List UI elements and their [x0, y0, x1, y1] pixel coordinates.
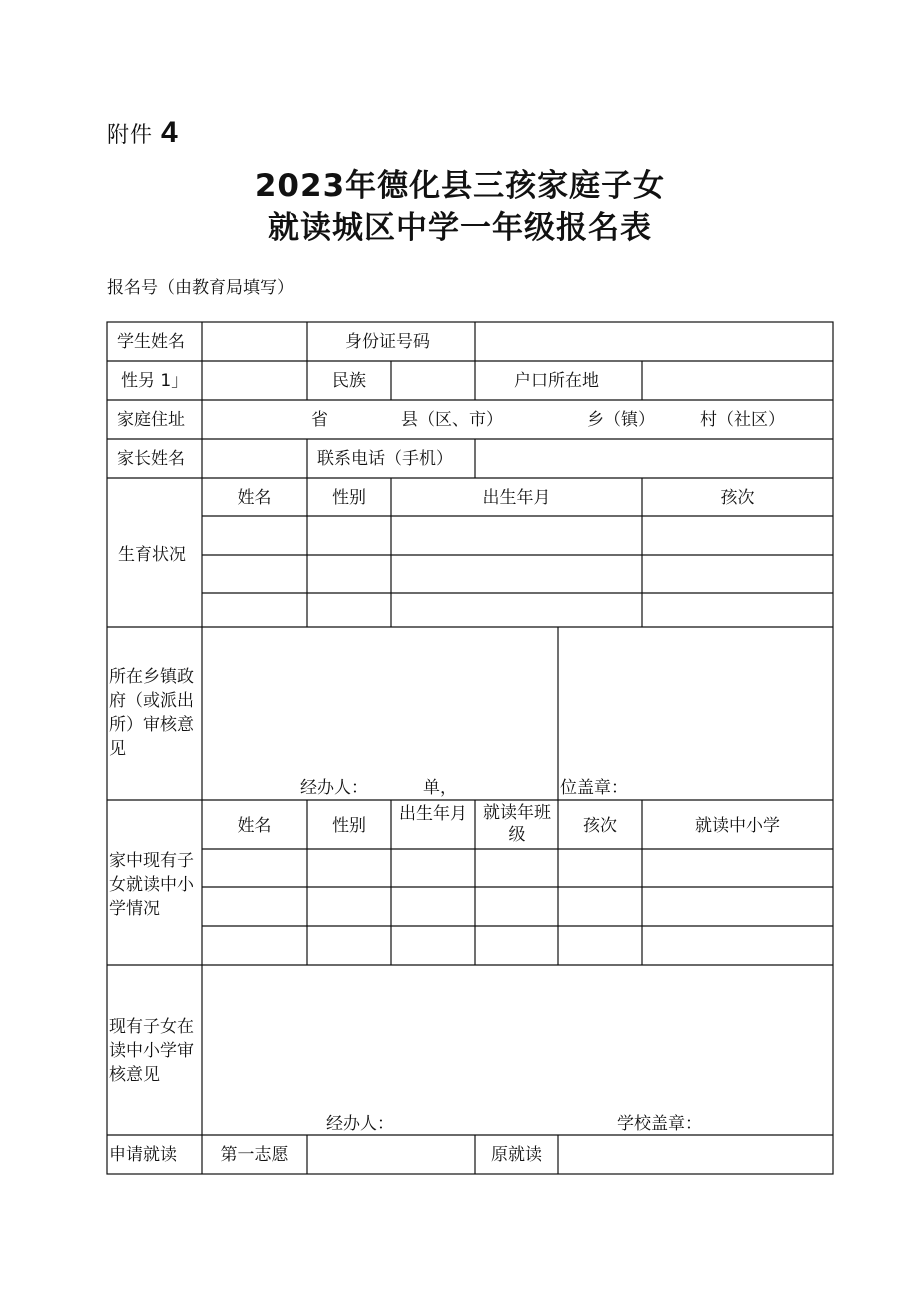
address-town: 乡（镇） — [587, 410, 655, 430]
address-county: 县（区、市） — [401, 410, 503, 430]
school-header-order: 孩次 — [583, 816, 617, 836]
student-name-field[interactable] — [203, 323, 306, 360]
attachment-label: 附件 4 — [107, 116, 179, 149]
phone-field[interactable] — [476, 440, 832, 477]
form-title-line2: 就读城区中学一年级报名表 — [268, 210, 652, 246]
children-school-label: 家中现有子女就读中小学情况 — [109, 851, 194, 919]
parent-name-field[interactable] — [203, 440, 306, 477]
school-review-seal: 学校盖章： — [617, 1114, 702, 1134]
parent-name-label: 家长姓名 — [117, 449, 185, 469]
apply-label: 申请就读 — [109, 1145, 177, 1165]
town-review-seal: 位盖章： — [560, 778, 628, 798]
birth-header-gender: 性别 — [332, 488, 366, 508]
school-header-birthdate: 出生年月 — [399, 804, 467, 824]
school-review-label: 现有子女在读中小学审核意见 — [109, 1017, 194, 1085]
id-number-label: 身份证号码 — [345, 332, 430, 352]
school-review-handler: 经办人： — [326, 1114, 394, 1134]
original-school-field[interactable] — [559, 1136, 832, 1173]
town-review-handler: 经办人： — [300, 778, 368, 798]
school-header-gender: 性别 — [332, 816, 366, 836]
school-header-grade-class: 就读年班级 — [483, 803, 551, 845]
gender-field[interactable] — [203, 362, 306, 399]
ethnicity-label: 民族 — [332, 371, 366, 391]
phone-label: 联系电话（手机） — [317, 449, 453, 469]
school-header-name: 姓名 — [237, 816, 272, 836]
attachment-number: 4 — [161, 116, 179, 149]
town-review-unit: 单， — [423, 778, 457, 798]
town-review-label: 所在乡镇政府（或派出所）审核意见 — [109, 667, 194, 759]
ethnicity-field[interactable] — [392, 362, 474, 399]
registration-number-note: 报名号（由教育局填写） — [107, 278, 294, 298]
student-name-label: 学生姓名 — [117, 332, 185, 352]
form-title-line1: 2023年德化县三孩家庭子女 — [254, 168, 666, 204]
address-village: 村（社区） — [700, 410, 785, 430]
id-number-field[interactable] — [476, 323, 832, 360]
first-choice-field[interactable] — [308, 1136, 474, 1173]
gender-label: 性另 1」 — [121, 371, 189, 391]
school-header-school: 就读中小学 — [695, 816, 780, 836]
first-choice-label: 第一志愿 — [220, 1145, 289, 1165]
birth-status-label: 生育状况 — [118, 545, 186, 565]
hukou-label: 户口所在地 — [514, 371, 599, 391]
address-province: 省 — [311, 410, 328, 430]
birth-header-birthdate: 出生年月 — [482, 488, 551, 508]
birth-header-order: 孩次 — [720, 488, 755, 508]
original-school-label: 原就读 — [491, 1145, 542, 1165]
address-label: 家庭住址 — [117, 410, 185, 430]
birth-header-name: 姓名 — [237, 488, 272, 508]
hukou-field[interactable] — [643, 362, 832, 399]
